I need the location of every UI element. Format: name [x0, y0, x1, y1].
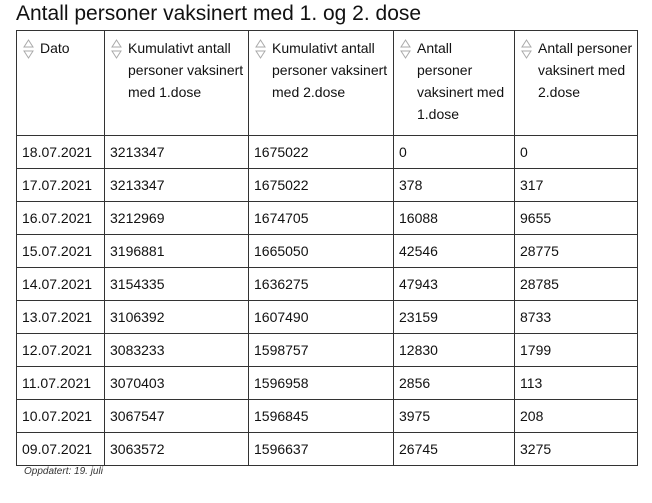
cell-antall-1-dose: 378 [394, 169, 515, 202]
updated-footnote: Oppdatert: 19. juli [24, 466, 103, 477]
cell-antall-2-dose: 1799 [515, 334, 638, 367]
cell-antall-1-dose: 16088 [394, 202, 515, 235]
column-header-label: Dato [40, 40, 70, 56]
column-header-label: Kumulativt antall personer vaksinert med 1.dose [128, 40, 244, 100]
cell-kumulativt-2-dose: 1596845 [249, 400, 394, 433]
cell-kumulativt-1-dose: 3063572 [105, 433, 249, 466]
cell-dato: 18.07.2021 [17, 136, 105, 169]
cell-antall-2-dose: 8733 [515, 301, 638, 334]
cell-antall-1-dose: 3975 [394, 400, 515, 433]
cell-kumulativt-2-dose: 1607490 [249, 301, 394, 334]
cell-dato: 16.07.2021 [17, 202, 105, 235]
cell-antall-2-dose: 113 [515, 367, 638, 400]
cell-antall-1-dose: 0 [394, 136, 515, 169]
table-row [17, 334, 638, 367]
sort-icon[interactable] [255, 39, 266, 59]
table-row [17, 367, 638, 400]
vaccination-table [16, 30, 638, 466]
sort-icon[interactable] [521, 39, 532, 59]
cell-kumulativt-1-dose: 3083233 [105, 334, 249, 367]
cell-kumulativt-1-dose: 3213347 [105, 136, 249, 169]
cell-dato: 14.07.2021 [17, 268, 105, 301]
column-header-label: Antall personer vaksinert med 2.dose [538, 40, 633, 100]
cell-antall-2-dose: 3275 [515, 433, 638, 466]
cell-kumulativt-2-dose: 1598757 [249, 334, 394, 367]
cell-dato: 17.07.2021 [17, 169, 105, 202]
column-header-dato[interactable] [17, 31, 105, 136]
sort-icon[interactable] [400, 39, 411, 59]
sort-icon[interactable] [23, 39, 34, 59]
cell-dato: 13.07.2021 [17, 301, 105, 334]
table-row [17, 433, 638, 466]
cell-kumulativt-1-dose: 3212969 [105, 202, 249, 235]
cell-kumulativt-2-dose: 1675022 [249, 136, 394, 169]
cell-dato: 12.07.2021 [17, 334, 105, 367]
cell-kumulativt-2-dose: 1674705 [249, 202, 394, 235]
cell-kumulativt-2-dose: 1675022 [249, 169, 394, 202]
cell-kumulativt-2-dose: 1596637 [249, 433, 394, 466]
cell-kumulativt-2-dose: 1665050 [249, 235, 394, 268]
cell-dato: 09.07.2021 [17, 433, 105, 466]
page-title: Antall personer vaksinert med 1. og 2. dose [16, 2, 422, 25]
cell-kumulativt-1-dose: 3070403 [105, 367, 249, 400]
cell-antall-2-dose: 0 [515, 136, 638, 169]
column-header-antall-1-dose[interactable] [394, 31, 515, 136]
table-row [17, 235, 638, 268]
table-row [17, 169, 638, 202]
table-row [17, 268, 638, 301]
cell-kumulativt-1-dose: 3213347 [105, 169, 249, 202]
cell-kumulativt-1-dose: 3196881 [105, 235, 249, 268]
cell-dato: 11.07.2021 [17, 367, 105, 400]
cell-kumulativt-1-dose: 3106392 [105, 301, 249, 334]
cell-kumulativt-1-dose: 3067547 [105, 400, 249, 433]
cell-kumulativt-1-dose: 3154335 [105, 268, 249, 301]
cell-kumulativt-2-dose: 1636275 [249, 268, 394, 301]
cell-antall-1-dose: 23159 [394, 301, 515, 334]
cell-antall-1-dose: 26745 [394, 433, 515, 466]
column-header-kumulativt-2-dose[interactable] [249, 31, 394, 136]
cell-kumulativt-2-dose: 1596958 [249, 367, 394, 400]
table-row [17, 400, 638, 433]
cell-antall-2-dose: 28775 [515, 235, 638, 268]
cell-antall-1-dose: 47943 [394, 268, 515, 301]
cell-dato: 15.07.2021 [17, 235, 105, 268]
cell-antall-2-dose: 9655 [515, 202, 638, 235]
table-header-row [17, 31, 638, 136]
cell-antall-2-dose: 28785 [515, 268, 638, 301]
sort-icon[interactable] [111, 39, 122, 59]
cell-dato: 10.07.2021 [17, 400, 105, 433]
column-header-kumulativt-1-dose[interactable] [105, 31, 249, 136]
table-row [17, 202, 638, 235]
cell-antall-2-dose: 317 [515, 169, 638, 202]
cell-antall-1-dose: 42546 [394, 235, 515, 268]
table-row [17, 136, 638, 169]
cell-antall-2-dose: 208 [515, 400, 638, 433]
column-header-label: Kumulativt antall personer vaksinert med 2.dose [272, 40, 388, 100]
column-header-label: Antall personer vaksinert med 1.dose [417, 40, 505, 122]
table-row [17, 301, 638, 334]
cell-antall-1-dose: 2856 [394, 367, 515, 400]
column-header-antall-2-dose[interactable] [515, 31, 638, 136]
cell-antall-1-dose: 12830 [394, 334, 515, 367]
